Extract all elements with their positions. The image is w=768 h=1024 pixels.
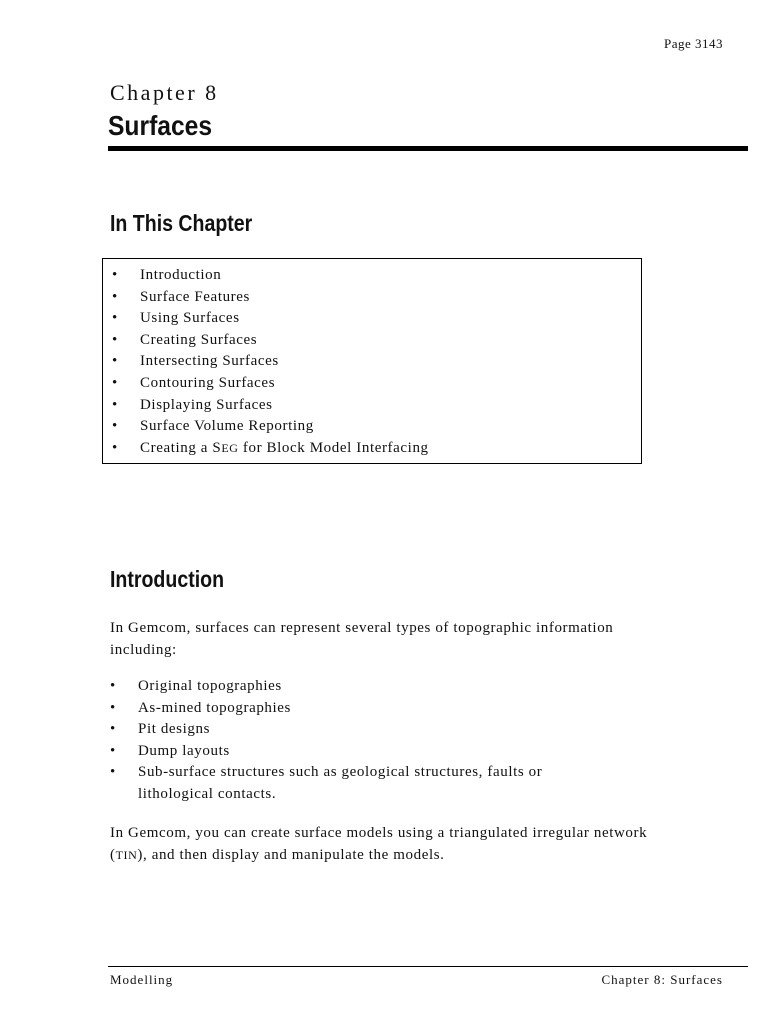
chapter-rule bbox=[108, 146, 748, 151]
footer-right-label: Chapter 8: Surfaces bbox=[601, 972, 723, 987]
footer-left-label: Modelling bbox=[110, 972, 174, 987]
toc-item-creating-seg bbox=[112, 438, 429, 460]
intro-paragraph-1: In Gemcom, surfaces can represent several types of topographic information including: bbox=[110, 620, 614, 658]
in-this-chapter-heading: In This Chapter bbox=[110, 210, 253, 236]
toc-item-creating-seg-smallcaps: EG bbox=[221, 440, 239, 455]
toc-item-creating-seg-post: for Block Model Interfacing bbox=[238, 439, 429, 456]
toc-item-surface-features: • Surface Features bbox=[112, 287, 429, 309]
chapter-label: Chapter 8 bbox=[110, 80, 219, 105]
toc-item-creating-surfaces: • Creating Surfaces bbox=[112, 330, 429, 352]
intro-bullet-pit-designs: • Pit designs bbox=[110, 719, 670, 741]
introduction-heading: Introduction bbox=[110, 566, 225, 592]
page-number: Page 3143 bbox=[663, 36, 723, 51]
toc-item-displaying-surfaces: • Displaying Surfaces bbox=[112, 395, 429, 417]
toc-box bbox=[102, 258, 642, 464]
intro-bullet-list bbox=[110, 676, 670, 806]
intro-paragraph-2-pre: In Gemcom, you can create surface models using a triangulated irregular network ( bbox=[110, 825, 648, 863]
toc-item-introduction: • Introduction bbox=[112, 265, 429, 287]
chapter-title: Surfaces bbox=[108, 110, 213, 141]
toc-item-surface-volume-reporting: • Surface Volume Reporting bbox=[112, 416, 429, 438]
intro-paragraph-2-post: ), and then display and manipulate the models. bbox=[137, 846, 445, 863]
toc-list bbox=[112, 265, 429, 459]
intro-bullet-dump-layouts: • Dump layouts bbox=[110, 741, 670, 763]
footer-rule bbox=[108, 966, 748, 967]
toc-item-using-surfaces: • Using Surfaces bbox=[112, 308, 429, 330]
intro-bullet-as-mined-topographies: • As-mined topographies bbox=[110, 698, 670, 720]
toc-item-intersecting-surfaces: • Intersecting Surfaces bbox=[112, 351, 429, 373]
intro-bullet-sub-surface-structures: • Sub-surface structures such as geological structures, faults or lithological contacts. bbox=[110, 762, 608, 805]
toc-item-creating-seg-pre: Creating a S bbox=[140, 439, 222, 456]
intro-paragraph-2 bbox=[110, 823, 650, 866]
toc-item-contouring-surfaces: • Contouring Surfaces bbox=[112, 373, 429, 395]
intro-bullet-original-topographies: • Original topographies bbox=[110, 676, 670, 698]
intro-paragraph-2-tin: TIN bbox=[115, 847, 138, 862]
